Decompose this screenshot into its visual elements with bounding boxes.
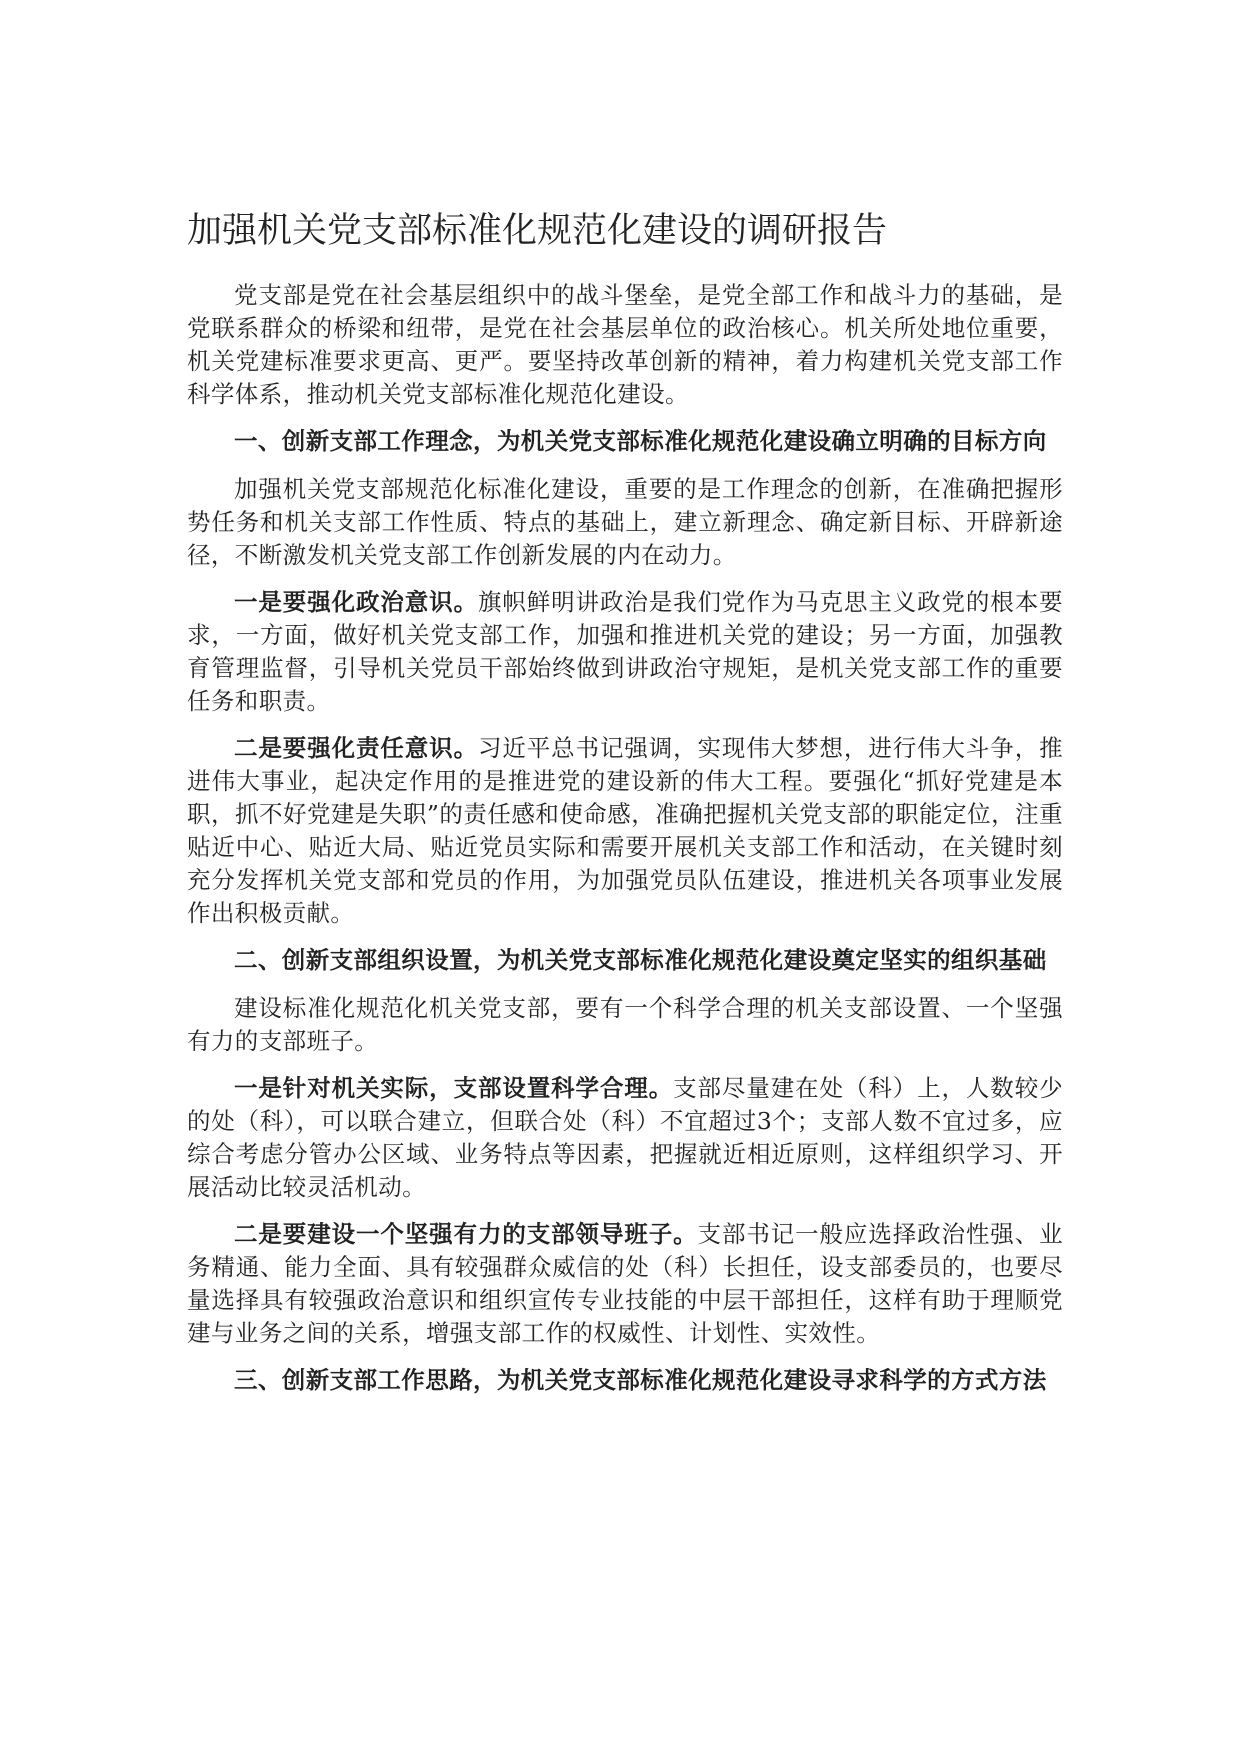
section-2-point-1-lead: 一是针对机关实际，支部设置科学合理。: [234, 1074, 674, 1102]
section-1-point-1-lead: 一是要强化政治意识。: [234, 588, 478, 616]
section-1-point-2-body: 习近平总书记强调，实现伟大梦想，进行伟大斗争，推进伟大事业，起决定作用的是推进党的建设新的伟大工程。要强化“抓好党建是本职，抓不好党建是失职”的责任感和使命感，准确把握机关党支部的职能定位，注重贴近中心、贴近大局、贴近党员实际和需要开展机关支部工作和活动，在关键时刻充分发挥机关党支部和党员的作用，为加强党员队伍建设，推进机关各项事业发展作出积极贡献。: [187, 734, 1063, 927]
section-1-point-1: [187, 586, 1063, 718]
section-3-heading: 三、创新支部工作思路，为机关党支部标准化规范化建设寻求科学的方式方法: [234, 1366, 1047, 1394]
section-2-point-2: [187, 1218, 1063, 1350]
section-2-body: 建设标准化规范化机关党支部，要有一个科学合理的机关支部设置、一个坚强有力的支部班子。: [187, 994, 1063, 1055]
section-1-point-1-body: 旗帜鲜明讲政治是我们党作为马克思主义政党的根本要求，一方面，做好机关党支部工作，加强和推进机关党的建设；另一方面，加强教育管理监督，引导机关党员干部始终做到讲政治守规矩，是机关党支部工作的重要任务和职责。: [187, 588, 1063, 715]
section-2-point-1: [187, 1072, 1063, 1204]
section-1-heading: 一、创新支部工作理念，为机关党支部标准化规范化建设确立明确的目标方向: [234, 427, 1047, 455]
section-2-point-1-body: 支部尽量建在处（科）上，人数较少的处（科），可以联合建立，但联合处（科）不宜超过3个；支部人数不宜过多，应综合考虑分管办公区域、业务特点等因素，把握就近相近原则，这样组织学习、开展活动比较灵活机动。: [187, 1074, 1063, 1201]
section-1-point-2: [187, 732, 1063, 930]
section-2-point-2-body: 支部书记一般应选择政治性强、业务精通、能力全面、具有较强群众威信的处（科）长担任，设支部委员的，也要尽量选择具有较强政治意识和组织宣传专业技能的中层干部担任，这样有助于理顺党建与业务之间的关系，增强支部工作的权威性、计划性、实效性。: [187, 1220, 1064, 1347]
section-1-point-2-lead: 二是要强化责任意识。: [234, 734, 478, 762]
section-1-body: 加强机关党支部规范化标准化建设，重要的是工作理念的创新，在准确把握形势任务和机关支部工作性质、特点的基础上，建立新理念、确定新目标、开辟新途径，不断激发机关党支部工作创新发展的内在动力。: [187, 475, 1063, 569]
intro-paragraph: 党支部是党在社会基层组织中的战斗堡垒，是党全部工作和战斗力的基础，是党联系群众的桥梁和纽带，是党在社会基层单位的政治核心。机关所处地位重要，机关党建标准要求更高、更严。要坚持改革创新的精神，着力构建机关党支部工作科学体系，推动机关党支部标准化规范化建设。: [187, 281, 1063, 408]
section-2-heading: 二、创新支部组织设置，为机关党支部标准化规范化建设奠定坚实的组织基础: [234, 946, 1047, 974]
section-2-point-2-lead: 二是要建设一个坚强有力的支部领导班子。: [234, 1220, 698, 1248]
document-title: 加强机关党支部标准化规范化建设的调研报告: [187, 211, 888, 251]
document-page: [187, 205, 1063, 1412]
